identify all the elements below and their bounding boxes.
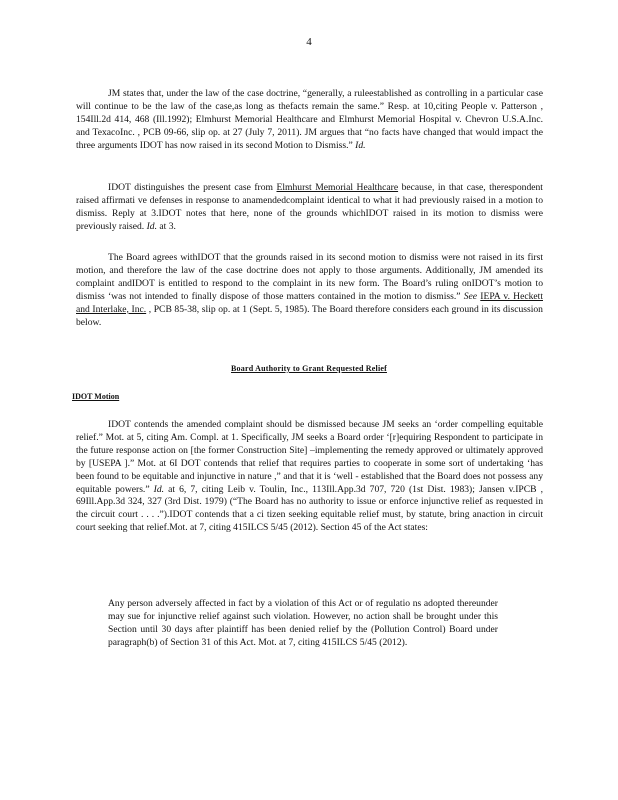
- paragraph-text: at 6, 7, citing Leib v. Toulin, Inc., 113Ill.App.3d 707, 720 (1st Dist. 1983); Jansen v.IPCB , 69Ill.App.3d 324, 327 (3rd Dist. 1979) (“The Board has no authority to issue or enforce injunctive relief as requested in the circuit court . . . .”).IDOT contends that a ci tizen seeking equitable relief must, by statute, bring anaction in circuit court seeking that relief.Mot. at 7, citing 415ILCS 5/45 (2012). Section 45 of the Act states:: [76, 483, 543, 534]
- paragraph-text: IDOT contends the amended complaint should be dismissed because JM seeks an ‘order compelling equitable relief.” Mot. at 5, citing Am. Compl. at 1. Specifically, JM seeks a Board order ‘[r]equiring Respondent to participate in the future response action on [the former Construction Site] –implementing the remedy approved or ultimately approved by [USEPA ].” Mot. at 6I DOT contends that relief that requires parties to cooperate in some sort of undertaking ‘has been found to be equitable and injunctive in nature ,” and that it is ‘well - established that the Board does not possess any equitable powers.”: [76, 419, 543, 495]
- section-heading: Board Authority to Grant Requested Relief: [231, 364, 387, 373]
- page-number: 4: [306, 36, 312, 48]
- id-citation: Id.: [153, 483, 165, 495]
- see-signal: See: [463, 290, 478, 302]
- id-citation: Id.: [355, 139, 366, 151]
- block-quote-section-45: Any person adversely affected in fact by a violation of this Act or of regulatio ns adopted thereunder may sue for injunctive relief against such violation. However, no action shall be brought under this Section until 30 days after plaintiff has been denied relief by the (Pollution Control) Board under paragraph(b) of Section 31 of this Act. Mot. at 7, citing 415ILCS 5/45 (2012).: [108, 598, 498, 648]
- paragraph-text: The Board agrees withIDOT that the grounds raised in its second motion to dismiss were not raised in its first motion, and therefore the law of the case doctrine does not apply to those arguments. Additionally, JM amended its complaint andIDOT is entitled to respond to the complaint in its new form. The Board’s ruling onIDOT’s motion to dismiss ‘was not intended to finally dispose of those matters contained in the motion to dismiss.”: [76, 252, 543, 302]
- subsection-heading: IDOT Motion: [72, 392, 120, 401]
- paragraph-idot-contends: [76, 419, 543, 535]
- paragraph-text: at 3.: [157, 220, 176, 232]
- paragraph-text: , PCB 85-38, slip op. at 1 (Sept. 5, 1985). The Board therefore considers each ground in its discussion below.: [76, 303, 543, 328]
- paragraph-text: because, in that case, therespondent raised affirmati ve defenses in response to anamendedcomplaint identical to what it had previously raised in a motion to dismiss. Reply at 3.IDOT notes that here, none of the grounds whichIDOT raised in its motion to dismiss were previously raised.: [76, 182, 543, 232]
- paragraph-board-agrees: [76, 252, 543, 329]
- paragraph-law-of-case: [76, 88, 543, 153]
- paragraph-text: IDOT distinguishes the present case from: [108, 182, 277, 193]
- id-citation: Id.: [146, 220, 157, 232]
- paragraph-text: JM states that, under the law of the case doctrine, “generally, a ruleestablished as controlling in a particular case will continue to be the law of the case,as long as thefacts remain the same.” Resp. at 10,citing People v. Patterson , 154Ill.2d 414, 468 (Ill.1992); Elmhurst Memorial Healthcare and Elmhurst Memorial Hospital v. Chevron U.S.A.Inc. and TexacoInc. , PCB 09-66, slip op. at 27 (July 7, 2011). JM argues that “no facts have changed that would impact the three arguments IDOT has now raised in its second Motion to Dismiss.”: [76, 88, 543, 151]
- case-name-heckett: IEPA v. Heckett and Interlake, Inc.: [76, 290, 543, 315]
- paragraph-idot-distinguishes: [76, 182, 543, 234]
- case-name-elmhurst: Elmhurst Memorial Healthcare: [276, 182, 399, 193]
